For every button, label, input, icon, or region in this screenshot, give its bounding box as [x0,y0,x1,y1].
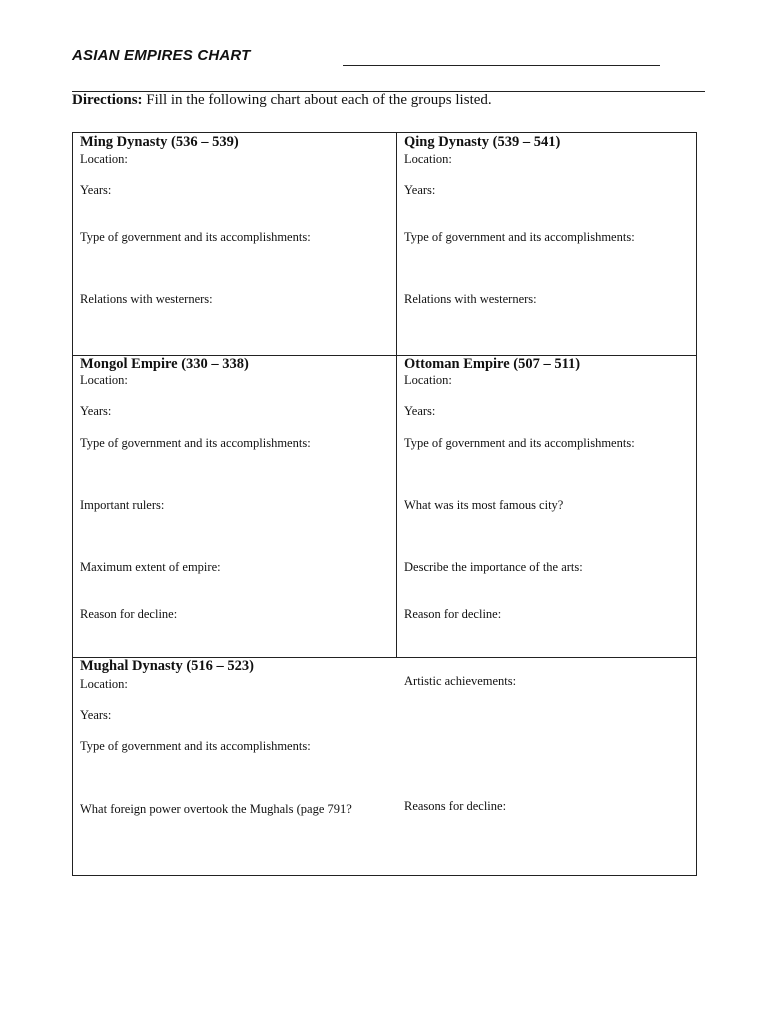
mughal-government-label: Type of government and its accomplishments: [80,739,311,753]
mughal-dynasty-title: Mughal Dynasty (516 – 523) [80,658,255,674]
mongol-empire-title: Mongol Empire (330 – 338) [80,356,249,372]
qing-dynasty-cell [397,133,697,355]
ottoman-location-label: Location: [404,373,452,387]
qing-years-label: Years: [404,183,436,197]
mongol-decline-label: Reason for decline: [80,607,178,621]
qing-government-label: Type of government and its accomplishments: [404,230,635,244]
worksheet-title: ASIAN EMPIRES CHART [72,47,251,64]
ottoman-arts-label: Describe the importance of the arts: [404,560,583,574]
mongol-empire-cell [73,356,396,657]
qing-location-label: Location: [404,152,452,166]
ming-years-label: Years: [80,183,112,197]
qing-relations-label: Relations with westerners: [404,292,537,306]
ottoman-empire-cell [397,356,697,657]
mongol-government-label: Type of government and its accomplishments: [80,436,311,450]
mughal-foreign-power-label: What foreign power overtook the Mughals (page 791? [80,802,352,816]
mongol-extent-label: Maximum extent of empire: [80,560,221,574]
mughal-artistic-label: Artistic achievements: [404,674,517,688]
mongol-rulers-label: Important rulers: [80,498,165,512]
qing-dynasty-title: Qing Dynasty (539 – 541) [404,134,561,150]
directions [72,92,492,109]
mughal-years-label: Years: [80,708,112,722]
directions-text: Fill in the following chart about each of the groups listed. [142,92,492,108]
ottoman-government-label: Type of government and its accomplishments: [404,436,635,450]
directions-label: Directions: [72,92,143,108]
mughal-location-label: Location: [80,677,128,691]
ottoman-city-label: What was its most famous city? [404,498,564,512]
name-blank-line [343,65,660,66]
ottoman-years-label: Years: [404,404,436,418]
ming-dynasty-title: Ming Dynasty (536 – 539) [80,134,239,150]
mughal-decline-label: Reasons for decline: [404,799,507,813]
ottoman-empire-title: Ottoman Empire (507 – 511) [404,356,581,372]
ottoman-decline-label: Reason for decline: [404,607,502,621]
empires-chart [72,132,697,876]
ming-location-label: Location: [80,152,128,166]
mongol-location-label: Location: [80,373,128,387]
ming-relations-label: Relations with westerners: [80,292,213,306]
ming-dynasty-cell [73,133,396,355]
mughal-dynasty-cell [73,658,696,875]
mongol-years-label: Years: [80,404,112,418]
ming-government-label: Type of government and its accomplishments: [80,230,311,244]
